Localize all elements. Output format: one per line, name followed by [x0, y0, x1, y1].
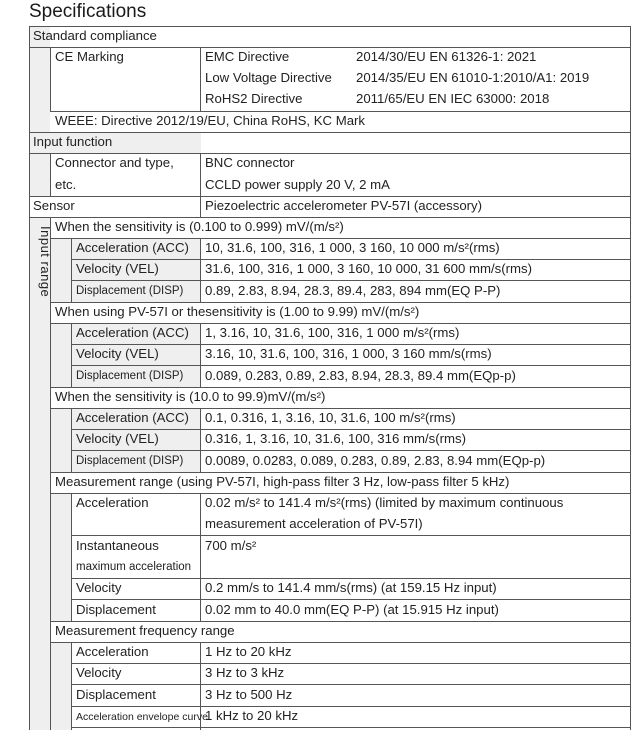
range-row-name: Acceleration (ACC)	[76, 325, 189, 340]
ce-marking-label: CE Marking	[55, 49, 124, 64]
measurement-label: Displacement	[76, 602, 156, 617]
range-row-value: 0.1, 0.316, 1, 3.16, 10, 31.6, 100 m/s²(rms)	[205, 410, 456, 425]
label-shading	[50, 642, 71, 730]
range-row-name: Acceleration (ACC)	[76, 410, 189, 425]
frequency-label: Acceleration envelope curve	[76, 711, 208, 723]
rule	[71, 727, 630, 728]
measurement-label: maximum acceleration	[76, 561, 192, 573]
sensor-value: Piezoelectric accelerometer PV-57I (accessory)	[205, 198, 483, 213]
frequency-value: 3 Hz to 3 kHz	[205, 665, 285, 680]
range-row-name: Velocity (VEL)	[76, 261, 159, 276]
measurement-label: Acceleration	[76, 495, 149, 510]
connector-value: BNC connector	[205, 155, 295, 170]
page-title: Specifications	[29, 1, 147, 22]
range-row-value: 0.089, 0.283, 0.89, 2.83, 8.94, 28.3, 89.4 mm(EQp-p)	[205, 368, 516, 383]
label-shading	[29, 153, 50, 196]
frequency-range-header: Measurement frequency range	[55, 623, 235, 638]
label-shading	[50, 408, 71, 472]
range-row-name: Displacement (DISP)	[76, 370, 184, 382]
label-shading	[50, 493, 71, 621]
range-row-value: 1, 3.16, 10, 31.6, 100, 316, 1 000 m/s²(rms)	[205, 325, 460, 340]
connector-label: Connector and type,	[55, 155, 174, 170]
rule	[200, 323, 201, 387]
rule	[71, 323, 72, 387]
rule	[630, 26, 631, 730]
rule	[71, 493, 72, 621]
rule	[71, 408, 72, 472]
range-row-value: 0.89, 2.83, 8.94, 28.3, 89.4, 283, 894 mm(EQ P-P)	[205, 283, 501, 298]
range-row-value: 0.316, 1, 3.16, 10, 31.6, 100, 316 mm/s(rms)	[205, 431, 466, 446]
range-row-value: 0.0089, 0.0283, 0.089, 0.283, 0.89, 2.83, 8.94 mm(EQp-p)	[205, 453, 546, 468]
rule	[200, 153, 201, 217]
frequency-label: Velocity	[76, 665, 122, 680]
frequency-value: 1 kHz to 20 kHz	[205, 708, 299, 723]
rule	[200, 238, 201, 302]
standard-compliance-label: Standard compliance	[33, 28, 157, 43]
frequency-label: Acceleration	[76, 644, 149, 659]
rule	[200, 47, 201, 111]
measurement-value: measurement acceleration of PV-57I)	[205, 516, 423, 531]
range-row-value: 31.6, 100, 316, 1 000, 3 160, 10 000, 31 600 mm/s(rms)	[205, 261, 532, 276]
measurement-label: Instantaneous	[76, 538, 159, 553]
frequency-value: 1 Hz to 20 kHz	[205, 644, 292, 659]
measurement-label: Velocity	[76, 580, 122, 595]
directive-value: 2014/30/EU EN 61326-1: 2021	[356, 49, 537, 64]
label-shading	[50, 238, 71, 302]
directive-value: 2011/65/EU EN IEC 63000: 2018	[356, 91, 550, 106]
directive-name: Low Voltage Directive	[205, 70, 332, 85]
range-row-value: 3.16, 10, 31.6, 100, 316, 1 000, 3 160 mm/s(rms)	[205, 346, 492, 361]
range-row-name: Displacement (DISP)	[76, 285, 184, 297]
connector-label: etc.	[55, 177, 77, 192]
input-function-label: Input function	[33, 134, 113, 149]
frequency-value: 3 Hz to 500 Hz	[205, 687, 293, 702]
measurement-range-header: Measurement range (using PV-57I, high-pass filter 3 Hz, low-pass filter 5 kHz)	[55, 474, 510, 489]
rule	[71, 663, 630, 664]
rule	[71, 238, 72, 302]
rule	[200, 493, 201, 621]
connector-value: CCLD power supply 20 V, 2 mA	[205, 177, 390, 192]
range-row-name: Acceleration (ACC)	[76, 240, 189, 255]
sensor-label: Sensor	[33, 198, 75, 213]
rule	[29, 26, 30, 730]
group-header: When the sensitivity is (10.0 to 99.9)mV/(m/s²)	[55, 389, 326, 404]
input-range-label: Input range	[38, 226, 53, 298]
rule	[71, 642, 72, 730]
measurement-value: 0.2 mm/s to 141.4 mm/s(rms) (at 159.15 Hz input)	[205, 580, 497, 595]
frequency-label: Displacement	[76, 687, 156, 702]
weee-text: WEEE: Directive 2012/19/EU, China RoHS, KC Mark	[55, 113, 366, 128]
range-row-value: 10, 31.6, 100, 316, 1 000, 3 160, 10 000 m/s²(rms)	[205, 240, 500, 255]
group-header: When the sensitivity is (0.100 to 0.999) mV/(m/s²)	[55, 219, 344, 234]
directive-name: EMC Directive	[205, 49, 290, 64]
directive-value: 2014/35/EU EN 61010-1:2010/A1: 2019	[356, 70, 590, 85]
range-row-name: Velocity (VEL)	[76, 431, 159, 446]
measurement-value: 0.02 mm to 40.0 mm(EQ P-P) (at 15.915 Hz input)	[205, 602, 499, 617]
directive-name: RoHS2 Directive	[205, 91, 303, 106]
rule	[50, 47, 51, 111]
rule	[29, 132, 630, 133]
label-shading	[50, 323, 71, 387]
rule	[50, 153, 51, 196]
range-row-name: Velocity (VEL)	[76, 346, 159, 361]
rule	[200, 408, 201, 472]
measurement-value: 700 m/s²	[205, 538, 257, 553]
measurement-value: 0.02 m/s² to 141.4 m/s²(rms) (limited by maximum continuous	[205, 495, 564, 510]
group-header: When using PV-57I or thesensitivity is (1.00 to 9.99) mV/(m/s²)	[55, 304, 420, 319]
range-row-name: Displacement (DISP)	[76, 455, 184, 467]
